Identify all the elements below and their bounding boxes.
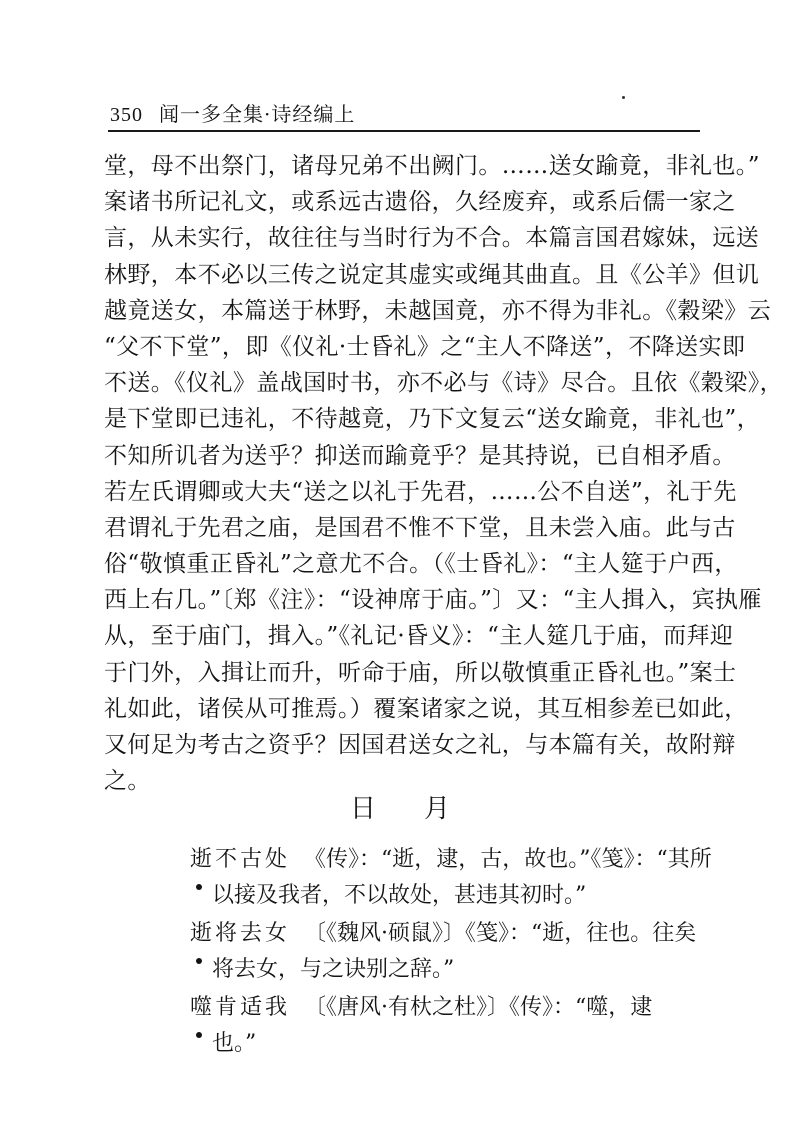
annotation-entry [190,916,710,988]
page-number: 350 [110,104,143,126]
emphasis-dot-icon [196,958,202,964]
body-line: 从，至于庙门，揖入。”《礼记·昏义》：“主人筵几于庙，而拜迎 [104,623,734,650]
entry-headword: 噬肯适我 [190,990,290,1026]
body-line: 堂，母不出祭门，诸母兄弟不出阙门。……送女踰竟，非礼也。” [104,153,760,179]
body-line: 君谓礼于先君之庙，是国君不惟不下堂，且未尝入庙。此与古 [104,514,736,541]
entry-headword: 逝将去女 [190,916,290,952]
entry-gloss: 〔《唐风·有杕之杜》〕《传》：“噬，逮 [304,995,653,1020]
entry-headword: 逝不古处 [190,842,290,878]
body-line: 若左氏谓卿或大夫“送之以礼于先君，……公不自送”，礼于先 [104,478,737,505]
body-line: 西上右几。”〔郑《注》：“设神席于庙。”〕又：“主人揖入，宾执雁 [104,587,762,614]
body-line: 案诸书所记礼文，或系远古遗俗，久经废弃，或系后儒一家之 [104,189,736,216]
annotation-entry [190,990,710,1062]
body-paragraph [104,148,783,799]
annotation-entry [190,842,710,914]
entry-gloss-continued: 将去女，与之诀别之辞。” [212,957,455,982]
body-line: 于门外，入揖让而升，听命于庙，所以敬慎重正昏礼也。”案士 [104,659,737,686]
scan-speck [622,96,625,99]
body-line: 是下堂即已违礼，不待越竟，乃下文复云“送女踰竟，非礼也”， [104,406,761,433]
body-line: 俗“敬慎重正昏礼”之意尤不合。（《士昏礼》：“主人筵于户西， [104,551,738,578]
body-line: 礼如此，诸侯从可推焉。）覆案诸家之说，其互相参差已如此， [104,695,748,722]
annotation-list [190,842,710,1064]
body-line: “父不下堂”，即《仪礼·士昏礼》之“主人不降送”，不降送实即 [104,333,746,360]
body-line: 不知所讥者为送乎？抑送而踰竟乎？是其持说，已自相矛盾。 [104,442,736,469]
emphasis-dot-icon [196,1032,202,1038]
running-header [110,98,355,127]
body-line: 言，从未实行，故往往与当时行为不合。本篇言国君嫁妹，远送 [104,225,760,252]
body-line: 林野，本不必以三传之说定其虚实或绳其曲直。且《公羊》但讥 [104,261,760,288]
header-rule [108,130,700,132]
section-title: 日月 [349,794,498,824]
body-line: 不送。《仪礼》盖战国时书，亦不必与《诗》尽合。且依《穀梁》， [104,370,783,397]
entry-gloss-continued: 也。” [212,1031,257,1056]
entry-gloss: 〔《魏风·硕鼠》〕《笺》：“逝，往也。往矣 [304,921,697,946]
body-line: 越竟送女，本篇送于林野，未越国竟，亦不得为非礼。《穀梁》云 [104,297,772,324]
entry-gloss-continued: 以接及我者，不以故处，甚违其初时。” [212,883,587,908]
entry-gloss: 《传》：“逝，逮，古，故也。”《笺》：“其所 [304,847,712,872]
body-line: 又何足为考古之资乎？因国君送女之礼，与本篇有关，故附辩 [104,732,736,758]
emphasis-dot-icon [196,884,202,890]
body-line: 之。 [104,768,151,795]
book-title: 闻一多全集·诗经编上 [159,102,356,126]
